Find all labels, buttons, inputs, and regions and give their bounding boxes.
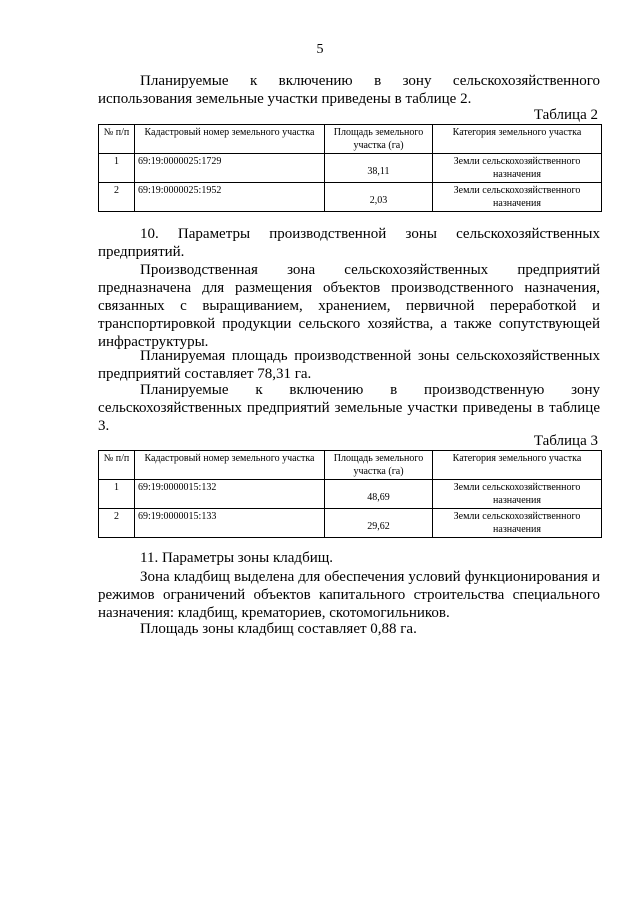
cell-number: 2: [99, 183, 135, 212]
header-category: Категория земельного участка: [433, 451, 602, 480]
table-header-row: [99, 125, 602, 154]
table-row: [99, 183, 602, 212]
header-area: Площадь земельного участка (га): [325, 125, 433, 154]
table-row: [99, 480, 602, 509]
cell-area: 2,03: [325, 183, 433, 212]
table-2-caption: Таблица 2: [533, 107, 598, 123]
paragraph-production-zone-intro: Планируемые к включению в производственную зону сельскохозяйственных предприятий земельные участки приведены в таблице 3.: [98, 382, 600, 434]
paragraph-cemetery-zone-area: Площадь зоны кладбищ составляет 0,88 га.: [140, 621, 417, 637]
cell-cadastral-number: 69:19:0000025:1952: [135, 183, 325, 212]
cell-number: 2: [99, 509, 135, 538]
header-number: № п/п: [99, 125, 135, 154]
table-row: [99, 154, 602, 183]
page-number: 5: [316, 42, 324, 57]
header-cadastral-number: Кадастровый номер земельного участка: [135, 451, 325, 480]
paragraph-production-zone-purpose: Производственная зона сельскохозяйственных предприятий предназначена для размещения объектов производственного назначения, связанных с выращиванием, хранением, первичной переработкой и транспортировкой продукции сельского хозяйства, а также сопутствующей инфраструктуры.: [98, 262, 600, 350]
paragraph-zone-agri-intro: Планируемые к включению в зону сельскохозяйственного использования земельные участки приведены в таблице 2.: [98, 73, 600, 107]
header-cadastral-number: Кадастровый номер земельного участка: [135, 125, 325, 154]
header-area: Площадь земельного участка (га): [325, 451, 433, 480]
header-number: № п/п: [99, 451, 135, 480]
cell-area: 48,69: [325, 480, 433, 509]
table-row: [99, 509, 602, 538]
cell-area: 38,11: [325, 154, 433, 183]
cell-cadastral-number: 69:19:0000025:1729: [135, 154, 325, 183]
paragraph-cemetery-zone-purpose: Зона кладбищ выделена для обеспечения условий функционирования и режимов ограничений объектов капитального строительства специального назначения: кладбищ, крематориев, скотомогильников.: [98, 569, 600, 621]
table-header-row: [99, 451, 602, 480]
table-3: [98, 450, 602, 538]
table-3-caption: Таблица 3: [533, 433, 598, 449]
table-2: [98, 124, 602, 212]
header-category: Категория земельного участка: [433, 125, 602, 154]
section-10-title: 10. Параметры производственной зоны сельскохозяйственных предприятий.: [98, 226, 600, 260]
cell-category: Земли сельскохозяйственного назначения: [433, 480, 602, 509]
paragraph-production-zone-area: Планируемая площадь производственной зоны сельскохозяйственных предприятий составляет 78,31 га.: [98, 348, 600, 382]
cell-category: Земли сельскохозяйственного назначения: [433, 183, 602, 212]
cell-number: 1: [99, 154, 135, 183]
section-11-title: 11. Параметры зоны кладбищ.: [140, 550, 334, 566]
cell-category: Земли сельскохозяйственного назначения: [433, 154, 602, 183]
cell-number: 1: [99, 480, 135, 509]
cell-area: 29,62: [325, 509, 433, 538]
cell-cadastral-number: 69:19:0000015:133: [135, 509, 325, 538]
cell-cadastral-number: 69:19:0000015:132: [135, 480, 325, 509]
cell-category: Земли сельскохозяйственного назначения: [433, 509, 602, 538]
